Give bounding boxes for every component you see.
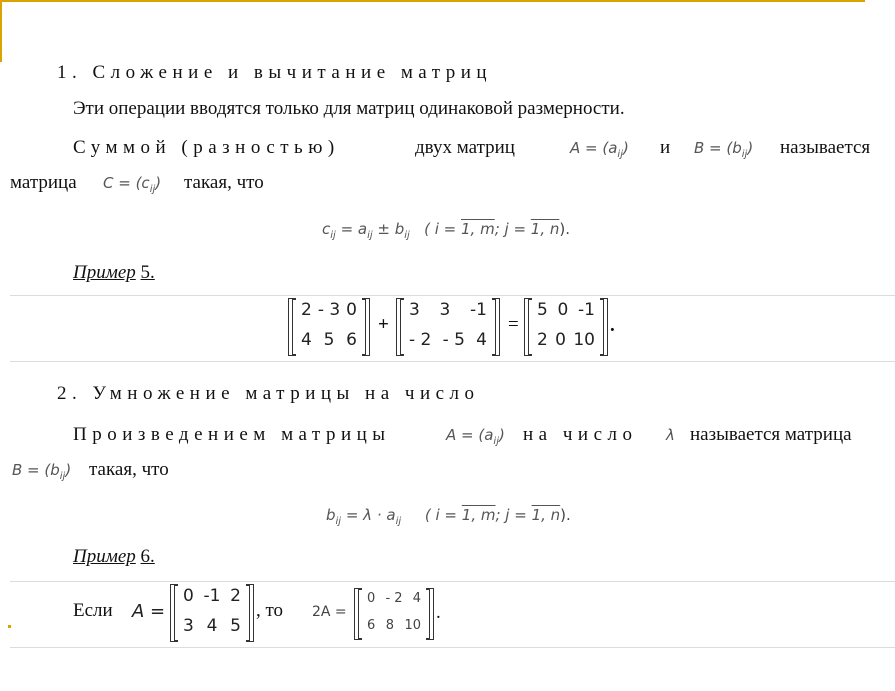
- slide-frame-top: [0, 0, 865, 2]
- on-number: на число: [523, 424, 638, 445]
- period: .: [436, 602, 441, 623]
- formula-A-aij: $A = (a_{ij})$: [446, 426, 505, 447]
- formula-B-bij: $B = (b_{ij})$: [12, 461, 72, 482]
- word-called: называется: [780, 137, 871, 158]
- word-and: и: [660, 137, 671, 158]
- word-if: Если: [73, 600, 113, 621]
- section1-intro: Эти операции вводятся только для матриц одинаковой размерности.: [73, 98, 625, 119]
- example5-label: Пример 5.: [73, 262, 155, 283]
- matrix-m1: 2 - 3 0 4 5 6: [288, 298, 370, 356]
- matrix-result: 5 0 -1 2 0 10: [524, 298, 608, 356]
- lambda-symbol: λ: [666, 426, 675, 444]
- divider: [10, 647, 895, 648]
- divider: [10, 361, 895, 362]
- divider: [10, 581, 895, 582]
- section2-heading: 2. Умножение матрицы на число: [57, 383, 480, 404]
- formula-C-cij: $C = (c_{ij})$: [103, 174, 162, 195]
- equals-sign: =: [508, 314, 519, 335]
- period: .: [610, 315, 615, 336]
- twoA-equals: 2A =: [312, 604, 347, 620]
- matrix-2A: 0 - 2 4 6 8 10: [354, 588, 434, 640]
- such-that: такая, что: [184, 172, 264, 193]
- divider: [10, 295, 895, 296]
- sum-definition-mid: двух матриц: [415, 137, 515, 158]
- formula-B-bij: $B = (b_{ij})$: [694, 139, 754, 160]
- called-matrix: называется матрица: [690, 424, 852, 445]
- matrix-m2: 3 3 -1 - 2 - 5 4: [396, 298, 500, 356]
- matrix-A: 0 -1 2 3 4 5: [170, 584, 254, 642]
- product-definition-start: Произведением матрицы: [73, 424, 391, 445]
- sum-definition-start: Суммой (разностью): [73, 137, 340, 158]
- sum-formula: $c_{ij} = a_{ij} \pm b_{ij}$ ( i = 1, m; j = 1, n).: [322, 220, 570, 241]
- slide-frame-left: [0, 0, 2, 62]
- section1-heading: 1. Сложение и вычитание матриц: [57, 62, 493, 83]
- word-then: , то: [256, 600, 284, 621]
- example6-label: Пример 6.: [73, 546, 155, 567]
- plus-sign: +: [378, 314, 389, 335]
- A-equals: A =: [132, 601, 166, 622]
- frame-dot: [8, 625, 11, 628]
- word-matrix: матрица: [10, 172, 77, 193]
- product-formula: $b_{ij} = \lambda \cdot a_{ij}$ ( i = 1, m; j = 1, n).: [326, 506, 571, 527]
- formula-A-aij: $A = (a_{ij})$: [570, 139, 629, 160]
- such-that: такая, что: [89, 459, 169, 480]
